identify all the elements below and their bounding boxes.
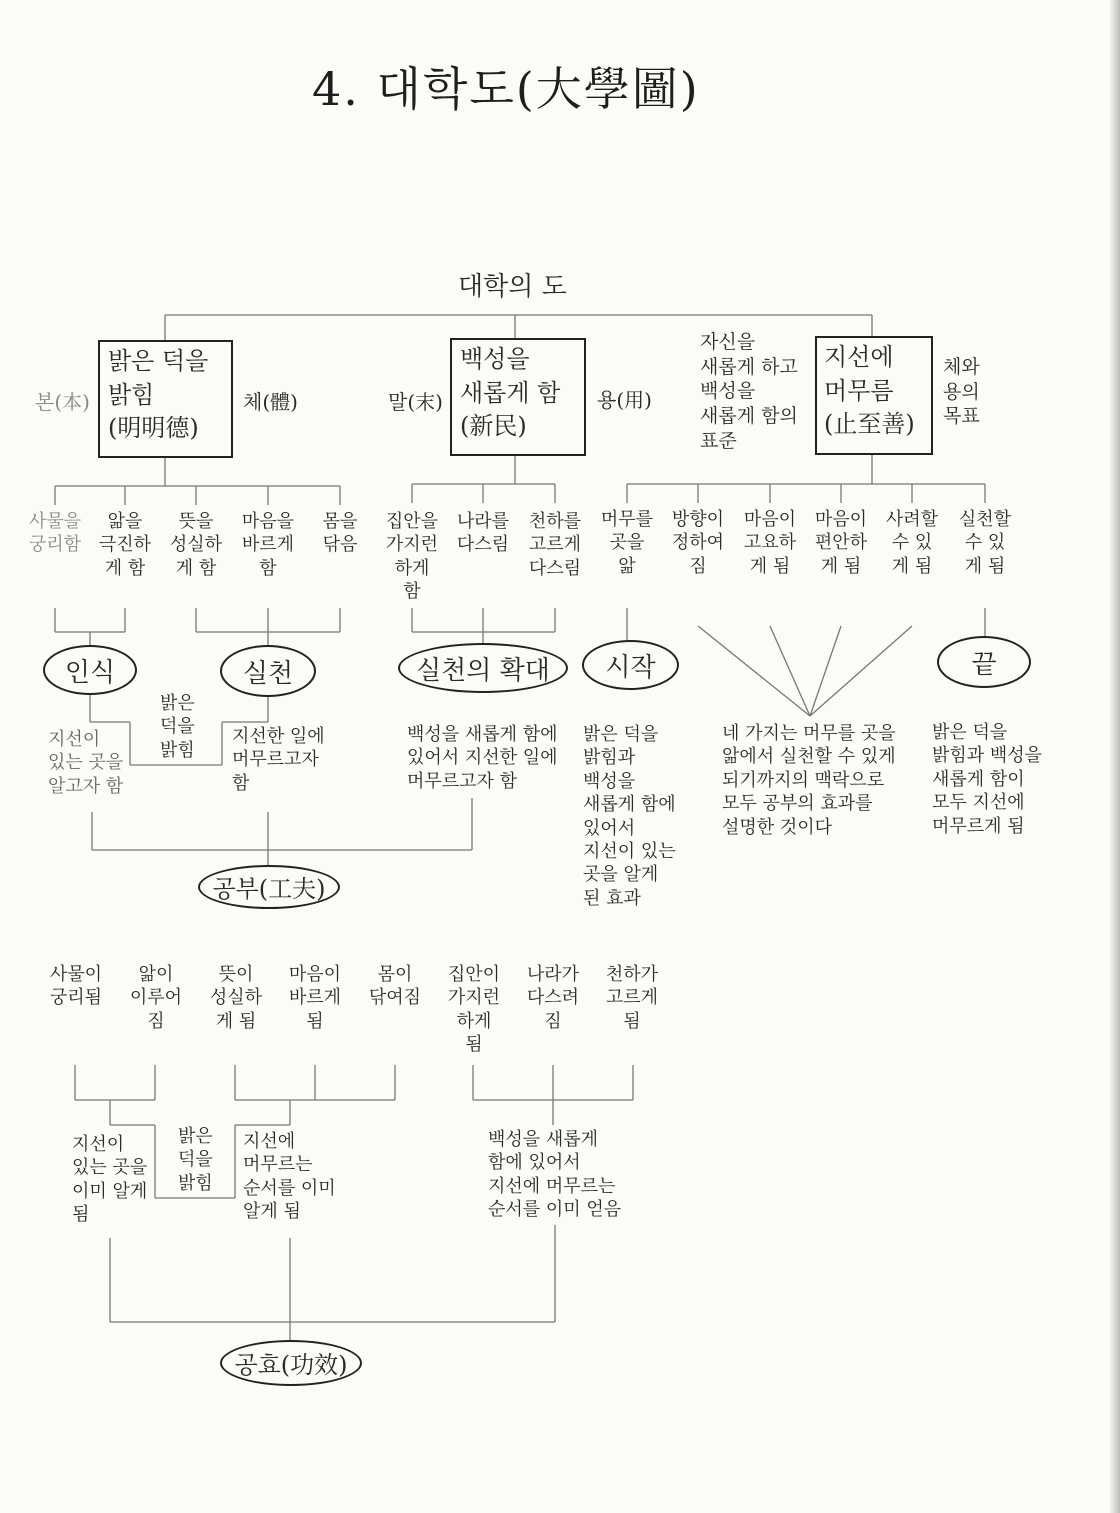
note-middle: 네 가지는 머무를 곳을 앎에서 실천할 수 있게 되기까지의 맥락으로 모두 공부의 효과를 설명한 것이다 [722, 723, 896, 838]
box-new-people-text: 백성을 새롭게 함 (新民) [460, 345, 561, 441]
oval-start-text: 시작 [605, 653, 656, 683]
step-item: 실천할 수 있 게 됨 [958, 509, 1012, 577]
oval-expansion-text: 실천의 확대 [416, 656, 550, 686]
box-highest-good-text: 지선에 머무름 (止至善) [824, 343, 915, 439]
step-item: 마음을 바르게 함 [241, 511, 295, 579]
step-item: 마음이 편안하 게 됨 [814, 509, 868, 577]
note-expansion: 백성을 새롭게 함에 있어서 지선한 일에 머무르고자 함 [407, 724, 558, 792]
result-item: 사물이 궁리됨 [49, 964, 103, 1009]
result-item: 집안이 가지런 하게 됨 [447, 964, 501, 1056]
page-title: 4. 대학도(大學圖) [312, 62, 700, 116]
oval-study-text: 공부(工夫) [212, 875, 326, 903]
result-item: 마음이 바르게 됨 [288, 964, 342, 1032]
result-note-people: 백성을 새롭게 함에 있어서 지선에 머무르는 순서를 이미 얻음 [488, 1129, 622, 1221]
root-label: 대학의 도 [458, 272, 567, 302]
result-note-known: 지선이 있는 곳을 이미 알게 됨 [72, 1134, 148, 1226]
note-end: 밝은 덕을 밝힘과 백성을 새롭게 함이 모두 지선에 머무르게 됨 [932, 722, 1043, 837]
step-item: 몸을 닦음 [322, 511, 358, 556]
step-item: 사물을 궁리함 [28, 511, 82, 556]
note-start: 밝은 덕을 밝힘과 백성을 새롭게 함에 있어서 지선이 있는 곳을 알게 된 효과 [583, 724, 676, 909]
step-item: 집안을 가지런 하게 함 [385, 511, 439, 603]
side-label-branch: 말(末) [388, 390, 443, 414]
result-item: 몸이 닦여짐 [368, 964, 422, 1009]
result-item: 나라가 다스려 짐 [526, 964, 580, 1032]
oval-effect-text: 공효(功效) [234, 1351, 348, 1379]
side-label-function: 용(用) [597, 388, 652, 412]
step-item: 머무를 곳을 앎 [600, 509, 654, 577]
side-label-substance: 체(體) [243, 390, 298, 414]
step-item: 뜻을 성실하 게 함 [169, 511, 223, 579]
step-item: 사려할 수 있 게 됨 [885, 509, 939, 577]
result-item: 천하가 고르게 됨 [605, 964, 659, 1032]
oval-recognition-text: 인식 [64, 658, 116, 688]
note-recognition: 지선이 있는 곳을 알고자 함 [48, 729, 124, 797]
side-label-root: 본(本) [35, 390, 90, 414]
note-practice: 지선한 일에 머무르고자 함 [232, 726, 325, 794]
step-item: 방향이 정하여 짐 [671, 509, 725, 577]
step-item: 나라를 다스림 [456, 511, 510, 556]
result-item: 뜻이 성실하 게 됨 [209, 964, 263, 1032]
box-bright-virtue-text: 밝은 덕을 밝힘 (明明德) [108, 347, 209, 443]
side-label-goal: 체와 용의 목표 [943, 356, 980, 428]
step-item: 앎을 극진하 게 함 [98, 511, 152, 579]
result-note-order: 지선에 머무르는 순서를 이미 알게 됨 [243, 1131, 336, 1223]
oval-end-text: 끝 [971, 650, 997, 680]
page-edge-shadow [1110, 0, 1120, 1513]
note-bright-virtue: 밝은 덕을 밝힘 [160, 693, 195, 761]
step-item: 천하를 고르게 다스림 [528, 511, 582, 579]
side-label-standard: 자신을 새롭게 하고 백성을 새롭게 함의 표준 [700, 331, 798, 452]
result-item: 앎이 이루어 짐 [129, 964, 183, 1032]
result-note-bright-virtue: 밝은 덕을 밝힘 [178, 1126, 213, 1194]
step-item: 마음이 고요하 게 됨 [743, 509, 797, 577]
oval-practice-text: 실천 [242, 659, 294, 689]
